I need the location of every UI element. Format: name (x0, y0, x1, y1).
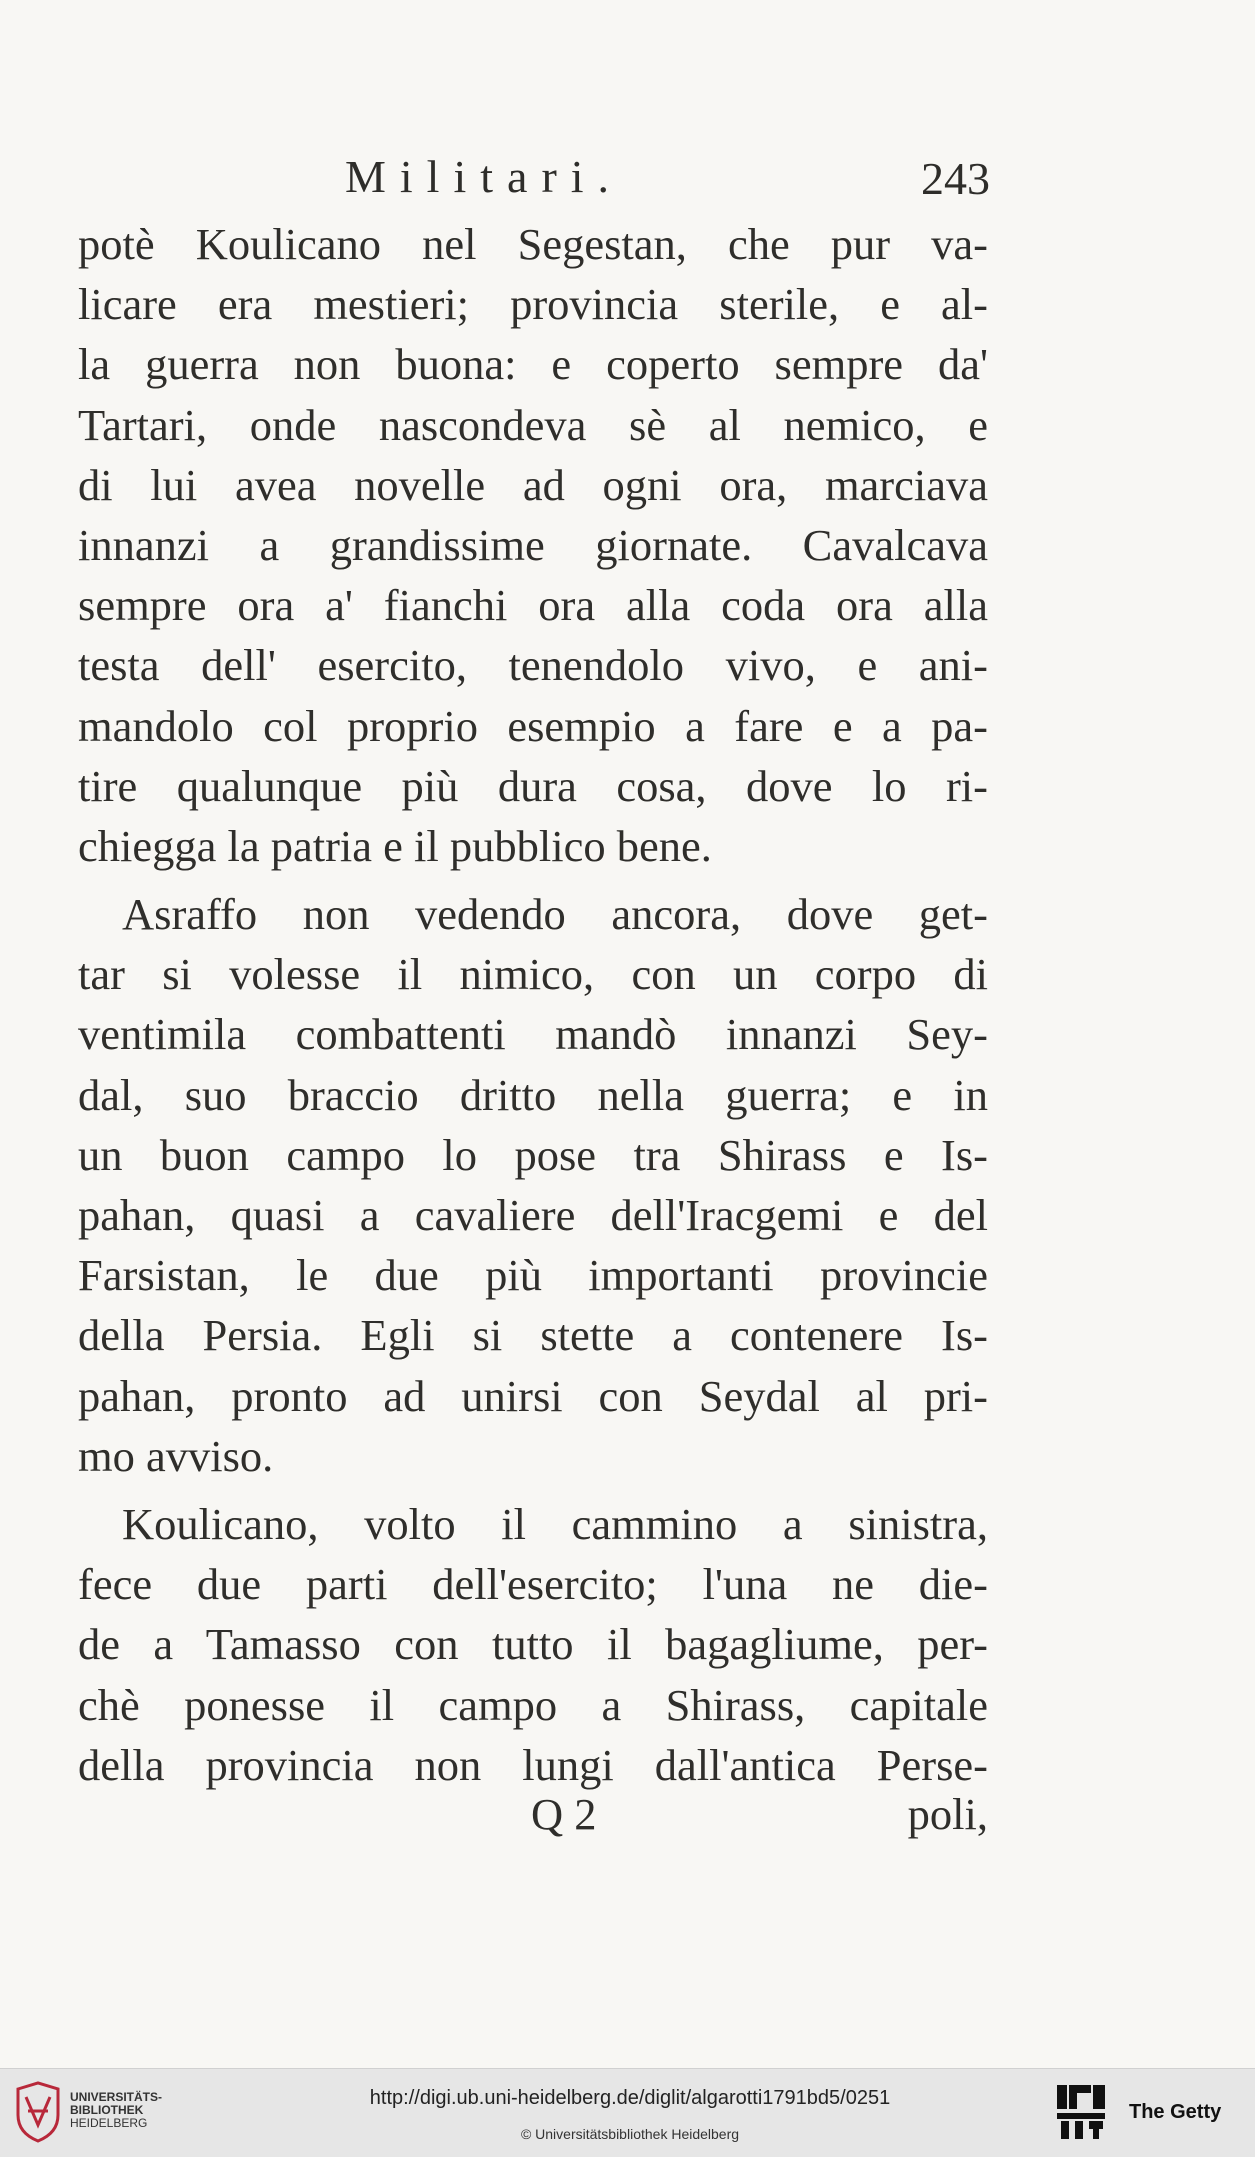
signature-mark: Q 2 (531, 1789, 597, 1839)
body-text (78, 214, 988, 1795)
ub-logo-line: HEIDELBERG (70, 2116, 148, 2130)
text-line: chè ponesse il campo a Shirass, capitale (78, 1679, 988, 1730)
text-line: mandolo col proprio esempio a fare e a pa- (78, 700, 988, 751)
getty-emblem-icon (1055, 2083, 1107, 2141)
getty-label: The Getty (1129, 2101, 1222, 2123)
catchword: poli, (907, 1789, 988, 1839)
text-line: de a Tamasso con tutto il bagagliume, per- (78, 1619, 988, 1670)
ub-logo-line: BIBLIOTHEK (70, 2103, 144, 2117)
ub-emblem-icon (12, 2081, 64, 2143)
page-foot (78, 1788, 988, 1848)
text-line: innanzi a grandissime giornate. Cavalcava (78, 519, 988, 570)
page-number: 243 (921, 153, 990, 204)
text-line: un buon campo lo pose tra Shirass e Is- (78, 1129, 988, 1180)
text-line: dal, suo braccio dritto nella guerra; e in (78, 1069, 988, 1120)
text-line: tar si volesse il nimico, con un corpo di (78, 949, 988, 1000)
text-line: la guerra non buona: e coperto sempre da' (78, 339, 988, 390)
copyright-notice: © Universitätsbibliothek Heidelberg (520, 2126, 740, 2142)
text-line: potè Koulicano nel Segestan, che pur va- (78, 219, 988, 269)
text-line: fece due parti dell'esercito; l'una ne die- (78, 1559, 988, 1610)
text-line: Tartari, onde nascondeva sè al nemico, e (78, 399, 988, 450)
text-line: ventimila combattenti mandò innanzi Sey- (78, 1009, 988, 1060)
viewer-footer (0, 2068, 1255, 2157)
running-head (80, 150, 990, 210)
ub-logo-text (70, 2091, 162, 2130)
text-line: tire qualunque più dura cosa, dove lo ri- (78, 760, 988, 811)
text-line: licare era mestieri; provincia sterile, e al- (78, 279, 988, 330)
text-line: sempre ora a' fianchi ora alla coda ora alla (78, 580, 988, 631)
text-line: Koulicano, volto il cammino a sinistra, (122, 1498, 988, 1549)
running-title: Militari. (345, 151, 624, 202)
text-line: mo avviso. (78, 1430, 274, 1481)
text-line: pahan, pronto ad unirsi con Seydal al pri- (78, 1370, 988, 1421)
ub-logo-line: UNIVERSITÄTS- (70, 2090, 163, 2104)
permalink-url[interactable]: http://digi.ub.uni-heidelberg.de/diglit/algarotti1791bd5/0251 (369, 2087, 891, 2109)
text-line: pahan, quasi a cavaliere dell'Iracgemi e del (78, 1190, 988, 1240)
ub-heidelberg-logo[interactable] (12, 2079, 162, 2147)
text-line: testa dell' esercito, tenendolo vivo, e ani- (78, 640, 988, 691)
text-line: chiegga la patria e il pubblico bene. (78, 820, 712, 871)
text-line: di lui avea novelle ad ogni ora, marciava (78, 459, 988, 510)
text-line: della provincia non lungi dall'antica Perse- (78, 1739, 988, 1790)
text-line: Farsistan, le due più importanti provincie (78, 1250, 988, 1301)
getty-logo[interactable] (1055, 2083, 1245, 2143)
text-line: Asraffo non vedendo ancora, dove get- (122, 889, 988, 940)
text-line: della Persia. Egli si stette a contenere Is- (78, 1310, 988, 1361)
